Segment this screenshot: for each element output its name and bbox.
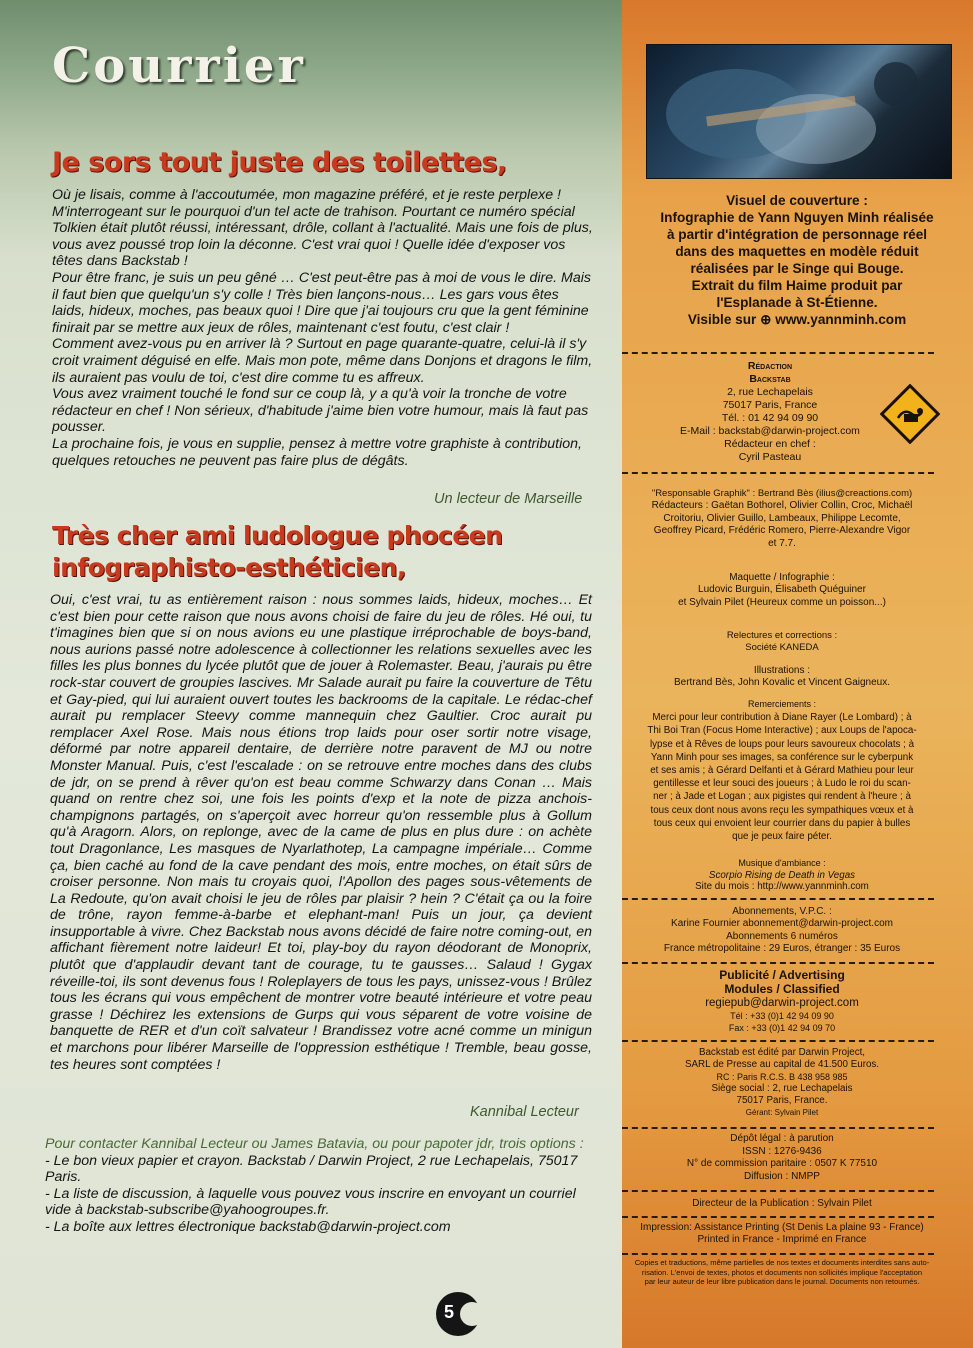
illustrations-line: Illustrations : <box>753 665 811 676</box>
cover-caption <box>630 192 964 328</box>
musique-line: Site du mois : http://www.yannminh.com <box>695 881 869 892</box>
abonnements-line: Karine Fournier abonnement@darwin-project.com <box>671 918 893 930</box>
letter1-paragraph: La prochaine fois, je vous en supplie, pensez à mettre votre graphiste à contribution, quelques retouches ne peuvent pas faire plus de dégâts. <box>52 435 582 469</box>
publicite-line: regiepub@darwin-project.com <box>705 997 859 1009</box>
letter1-signature: Un lecteur de Marseille <box>434 491 583 507</box>
divider <box>622 962 934 964</box>
remerciements-line: gentillesse et leur souci des joueurs ; à Ludo le roi du scan- <box>653 778 911 790</box>
redaction-line: 75017 Paris, France <box>722 399 818 411</box>
contact-intro: Pour contacter Kannibal Lecteur ou James Batavia, ou pour papoter jdr, trois options : <box>45 1136 584 1152</box>
credits-line: "Responsable Graphik" : Bertrand Bès (ilius@creactions.com) <box>651 488 913 499</box>
section-title: Courrier <box>52 38 306 94</box>
divider <box>622 898 934 900</box>
relectures-line: Relectures et corrections : <box>726 630 838 641</box>
musique-line: Scorpio Rising de Death in Vegas <box>708 869 856 881</box>
impression-line: Printed in France - Imprimé en France <box>697 1234 867 1246</box>
contact-block <box>45 1136 590 1235</box>
editeur-line: Gérant: Sylvain Pilet <box>745 1108 819 1117</box>
redaction-line: 2, rue Lechapelais <box>727 386 813 398</box>
remerciements-line: Remerciements : <box>747 699 817 709</box>
cover-caption-line: l'Esplanade à St-Étienne. <box>716 295 878 310</box>
abonnements-line: Abonnements 6 numéros <box>726 930 838 942</box>
letter1-paragraph: Vous avez vraiment touché le fond sur ce coup là, y a qu'à voir la tronche de votre rédacteur en chef ! Non sérieux, d'habitude j'aime bien votre humour, mais là faut pas pousser. <box>52 386 589 436</box>
abonnements-block <box>628 906 936 956</box>
divider <box>622 1040 934 1042</box>
depot-block <box>628 1133 936 1183</box>
page-number-notch <box>460 1302 484 1326</box>
publicite-line: Modules / Classified <box>724 982 840 996</box>
credits-line: Croitoriu, Olivier Guillo, Lambeaux, Philippe Lecomte, <box>663 512 901 524</box>
cover-caption-line: dans des maquettes en modèle réduit <box>675 244 919 259</box>
letter1-paragraph: Où je lisais, comme à l'accoutumée, mon magazine préféré, et je reste perplexe ! M'interrogeant sur le pourquoi d'un tel acte de trahison. Pourtant ce numéro spécial Tolkien était plutôt réussi, intéressant, drôle, collant à l'actualité. Mais une fois de plus, vous avez poussé trop loin la déconne. C'est vrai quoi ! Quelle idée d'exposer vos têtes dans Backstab ! <box>52 187 593 270</box>
redaction-block <box>620 360 920 464</box>
depot-line: ISSN : 1276-9436 <box>742 1145 822 1157</box>
divider <box>622 1253 934 1255</box>
directeur-line: Directeur de la Publication : Sylvain Pilet <box>692 1198 872 1209</box>
publicite-block <box>628 968 936 1035</box>
maquette-line: Maquette / Infographie : <box>729 572 835 583</box>
page-number: 5 <box>443 1302 454 1322</box>
remerciements-line: Merci pour leur contribution à Diane Rayer (Le Lombard) ; à <box>652 712 912 724</box>
redaction-line: Cyril Pasteau <box>738 451 802 463</box>
divider <box>622 1127 934 1129</box>
impression-block <box>628 1222 936 1247</box>
redaction-magazine: Backstab <box>749 373 791 385</box>
depot-line: N° de commission paritaire : 0507 K 77510 <box>686 1158 878 1169</box>
editeur-line: RC : Paris R.C.S. B 438 958 985 <box>716 1072 848 1082</box>
redaction-line: E-Mail : backstab@darwin-project.com <box>680 425 860 437</box>
publicite-line: Fax : +33 (0)1 42 94 09 70 <box>728 1023 836 1034</box>
musique-block <box>628 858 936 893</box>
remerciements-line: que je peux faire péter. <box>732 831 832 843</box>
musique-line: Musique d'ambiance : <box>738 858 826 868</box>
letter2-heading-line2: infographisto-esthéticien, <box>52 553 406 582</box>
letter1-paragraph: Pour être franc, je suis un peu gêné … C'est peut-être pas à moi de vous le dire. Mais il faut bien que quelqu'un s'y colle ! Très bien lançons-nous… Les gars vous êtes laids, hideux, moches, pas beaux quoi ! Dire que j'ai toujours cru que la gent féminine finirait par se mettre aux jeux de rôles, maintenant c'est foutu, c'est clair ! <box>52 269 591 336</box>
cover-caption-line: à partir d'intégration de personnage réel <box>666 227 928 242</box>
page-number-badge <box>436 1292 480 1336</box>
letter1-paragraph: Comment avez-vous pu en arriver là ? Surtout en page quarante-quatre, celui-là il s'y croit vraiment déguisé en elfe. Mais mon pote, même dans Donjons et dragons le film, ils auraient pas voulu de toi, c'est dire comme tu es affreux. <box>52 336 593 386</box>
cover-image <box>646 44 952 179</box>
remerciements-line: tous ceux qui envoient leur courrier dans du papier à bulles <box>653 817 911 829</box>
editeur-line: Backstab est édité par Darwin Project, <box>698 1047 866 1058</box>
cover-caption-line: réalisées par le Singe qui Bouge. <box>690 261 904 276</box>
maquette-line: et Sylvain Pilet (Heureux comme un poisson...) <box>678 596 886 608</box>
editeur-line: SARL de Presse au capital de 41.500 Euros. <box>684 1059 880 1070</box>
letter2-heading-line1: Très cher ami ludologue phocéen <box>52 521 503 550</box>
copyright-line: par leur auteur de leur libre publication dans le journal. Documents non retournés. <box>644 1277 920 1286</box>
copyright-line: risation. L'envoi de textes, photos et documents non sollicités implique l'acceptation <box>641 1267 923 1277</box>
letter2-signature: Kannibal Lecteur <box>470 1104 579 1120</box>
cover-image-art <box>646 44 952 179</box>
credits-block <box>628 488 936 550</box>
remerciements-line: Thi Boi Tran (Focus Home Interactive) ; aux Loups de l'apoca- <box>647 725 917 737</box>
maquette-line: Ludovic Burguin, Élisabeth Quéguiner <box>698 584 866 596</box>
letter1-body <box>52 187 594 469</box>
remerciements-line: ner ; à Jade et Logan ; aux pigistes qui rendent à l'heure ; à <box>653 791 911 803</box>
depot-line: Dépôt légal : à parution <box>730 1133 834 1144</box>
cover-caption-line: Visuel de couverture : <box>726 193 868 208</box>
directeur-block <box>628 1198 936 1210</box>
divider <box>622 352 934 354</box>
divider <box>622 1190 934 1192</box>
copyright-block <box>628 1258 936 1287</box>
publicite-line: Tél : +33 (0)1 42 94 09 90 <box>730 1011 834 1021</box>
divider <box>622 1216 934 1218</box>
redaction-line: Tél. : 01 42 94 09 90 <box>721 412 819 424</box>
cover-caption-line: Visible sur ⊕ www.yannminh.com <box>687 312 907 327</box>
cover-caption-line: Infographie de Yann Nguyen Minh réalisée <box>660 210 934 225</box>
remerciements-line: et ses amis ; à Gérard Delfanti et à Gérard Mathieu pour leur <box>650 765 914 777</box>
copyright-line: Copies et traductions, même partielles de nos textes et documents interdites sans auto- <box>634 1258 930 1267</box>
contact-item: - Le bon vieux papier et crayon. Backstab / Darwin Project, 2 rue Lechapelais, 75017 Paris. <box>45 1152 578 1185</box>
relectures-line: Société KANEDA <box>745 642 819 654</box>
relectures-block <box>628 630 936 655</box>
credits-line: Geoffrey Picard, Frédéric Romero, Pierre-Alexandre Vigor <box>653 525 911 537</box>
editeur-line: 75017 Paris, France. <box>736 1095 828 1106</box>
contact-item: - La boîte aux lettres électronique backstab@darwin-project.com <box>45 1218 451 1235</box>
abonnements-line: Abonnements, V.P.C. : <box>732 906 832 917</box>
credits-line: et 7.7. <box>768 537 796 549</box>
divider <box>622 472 934 474</box>
abonnements-line: France métropolitaine : 29 Euros, étranger : 35 Euros <box>663 943 901 955</box>
remerciements-block <box>628 698 936 843</box>
editeur-line: Siège social : 2, rue Lechapelais <box>711 1083 853 1094</box>
redaction-title: Rédaction <box>747 360 793 372</box>
editeur-block <box>628 1047 936 1119</box>
redaction-line: Rédacteur en chef : <box>724 438 816 450</box>
illustrations-block <box>628 665 936 690</box>
depot-line: Diffusion : NMPP <box>744 1170 820 1182</box>
remerciements-line: tous ceux dont nous avons reçu les sympathiques vœux et à <box>650 804 914 816</box>
contact-item: - La liste de discussion, à laquelle vous pouvez vous inscrire en envoyant un courriel vide à backstab-subscribe@yahoogroupes.fr. <box>45 1185 576 1218</box>
publicite-line: Publicité / Advertising <box>719 968 845 982</box>
impression-line: Impression: Assistance Printing (St Denis La plaine 93 - France) <box>640 1222 924 1233</box>
letter1-heading: Je sors tout juste des toilettes, <box>52 147 507 178</box>
credits-line: Rédacteurs : Gaëtan Bothorel, Olivier Collin, Croc, Michaël <box>651 500 913 512</box>
remerciements-line: lypse et à Rêves de loups pour leurs savoureux chocolats ; à <box>649 738 915 750</box>
warning-sign-icon <box>880 384 940 444</box>
letter2-body: Oui, c'est vrai, tu as entièrement raison : nous sommes laids, hideux, moches… Et c'est bien pour cette raison que nous avons choisi de faire du jeu de rôles. Hé oui, tu t'imagines bien que si on nous avions eu une plastique irréprochable de boys-band, nous aurions passé notre adolescence à collectionner les relations sexuelles avec les filles les plus bonnes du lycée plutôt que de jouer à Rolemaster. Beau, j'aurais pu être rock-star couvert de groupies lascives. Mr Salade aurait pu faire la couverture de Têtu et Gay-pied, qui lui auraient ouvert toutes les backrooms de la capitale. Le rédac-chef aurait pu remplacer Steevy comme mannequin chez Gaultier. Croc aurait pu remplacer Axel Rose. Mais nous étions trop laids pour oser sortir notre visage, déformé par notre appareil dentaire, de derrière notre paravent de MJ ou notre Monster Manual. Puis, c'est l'escalade : on se retrouve entre moches dans des clubs de jdr, on se prend à rêver qu'on est beau comme Schwarzy dans Conan … Mais quand on rentre chez soi, une fois les points d'exp et la note de pizza anchois-champignons partagés, on s'aperçoit avec horreur qu'on ressemble plus à Gollum qu'à Aragorn. Alors, on replonge, avec de la came de plus en plus dure : on achète tout Dragonlance, Les masques de Nyarlathotep, La campagne impériale… Comme ça, bien caché au fond de la cave pendant des mois, entre moches, on était sûrs de croiser personne. Non mais tu croyais quoi, l'Apollon des pages sous-vêtements de La Redoute, qu'on avait choisi le jeu de rôles par plaisir ? hein ? C'était ça ou la foire de trône, rayon femme-à-barbe et elephant-man! Puis un jour, ça devient insupportable à vivre. Chez Backstab nous avons décidé de faire notre coming-out, en affichant fièrement notre laideur! Et toi, play-boy du rayon déodorant de Monoprix, plutôt que d'applaudir devant tant de courage, tu te gausses… Salaud ! Gygax réveille-toi, ils sont devenus fous ! Roleplayers de tous les pays, unissez-vous ! Brûlez tous les écrans qui vous empêchent de montrer votre beauté intérieure et votre peau grasse ! Déchirez les extensions de Gurps qui vous séparent de votre voisine de banquette de RER et d'un coït salvateur ! Brandissez votre acné comme un minigun et marchons pour libérer Marseille de l'oppression esthétique ! Tremble, beau gosse, tes heures sont comptées ! <box>50 592 592 1073</box>
remerciements-line: Yann Minh pour ses images, sa conférence sur le cyberpunk <box>650 751 914 763</box>
maquette-block <box>628 572 936 609</box>
illustrations-line: Bertrand Bès, John Kovalic et Vincent Gaigneux. <box>673 677 891 689</box>
cover-caption-line: Extrait du film Haime produit par <box>691 278 903 293</box>
